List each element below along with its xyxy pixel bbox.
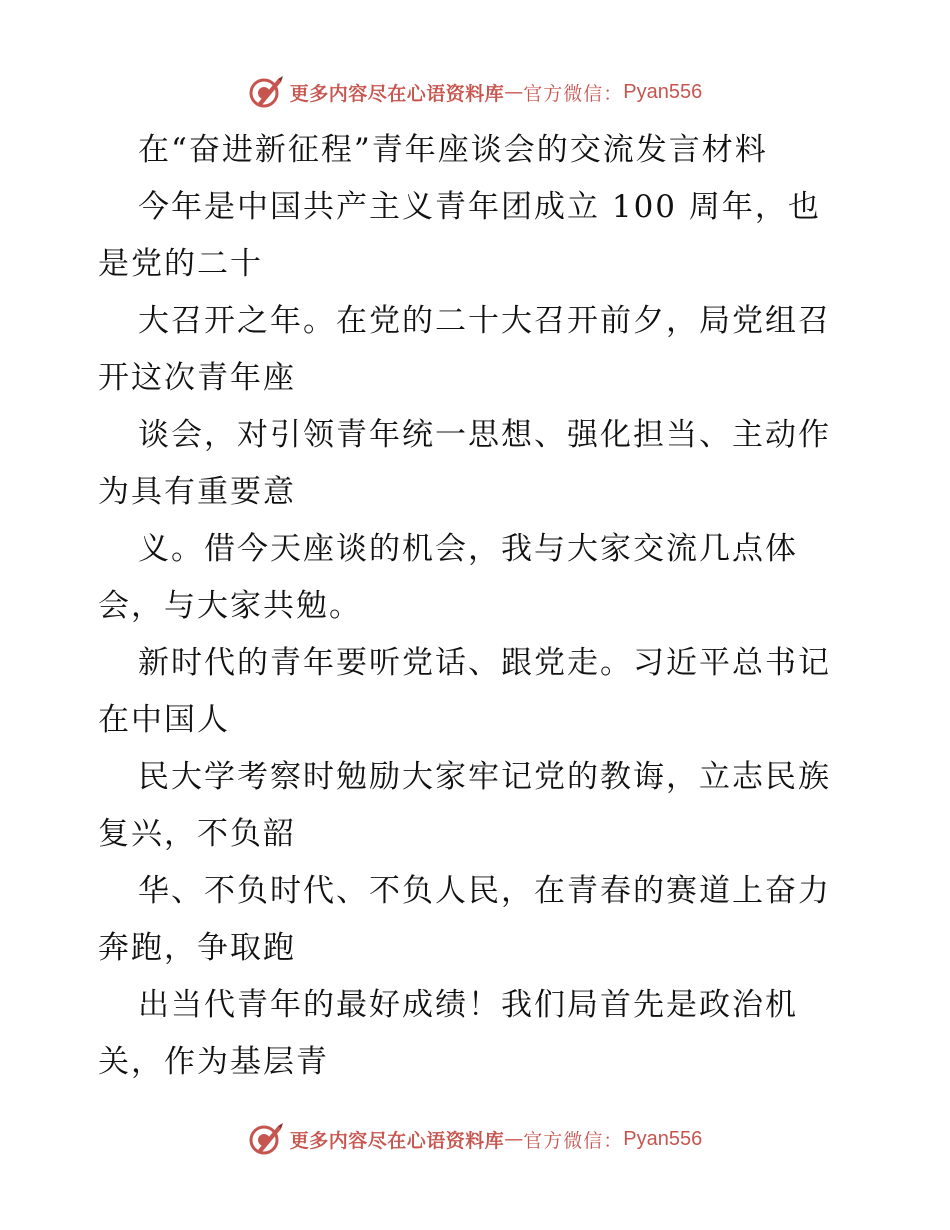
header-wechat-id: Pyan556 [623,80,703,103]
text-line: 大召开之年。在党的二十大召开前夕，局党组召 [138,303,831,339]
document-body [98,122,858,1091]
footer-official-label: 官方微信： [523,1129,624,1152]
text-line: 新时代的青年要听党话、跟党走。习近平总书记 [138,645,831,681]
text-line: 会，与大家共勉。 [98,588,362,624]
text-line: 华、不负时代、不负人民，在青春的赛道上奋力 [138,873,831,909]
text-line: 义。借今天座谈的机会，我与大家交流几点体 [138,531,798,567]
footer-separator: — [504,1128,524,1150]
document-title: 在“奋进新征程”青年座谈会的交流发言材料 [138,132,768,168]
footer-banner [0,1119,950,1159]
text-line: 开这次青年座 [98,360,296,396]
footer-wechat-id: Pyan556 [623,1127,703,1150]
quill-pen-logo-icon [248,75,284,109]
text-line: 为具有重要意 [98,474,296,510]
header-banner [0,72,950,112]
text-line: 民大学考察时勉励大家牢记党的教诲，立志民族 [138,759,831,795]
header-separator: — [504,81,524,103]
text-line: 今年是中国共产主义青年团成立 100 周年，也 [138,189,821,225]
text-line: 关，作为基层青 [98,1044,329,1080]
header-brand-text: 更多内容尽在心语资料库 [289,82,505,105]
footer-brand-text: 更多内容尽在心语资料库 [289,1129,505,1152]
quill-pen-logo-icon [248,1122,284,1156]
text-line: 出当代青年的最好成绩！我们局首先是政治机 [138,987,798,1023]
header-official-label: 官方微信： [523,82,624,105]
text-line: 在中国人 [98,702,230,738]
text-line: 复兴，不负韶 [98,816,296,852]
text-line: 谈会，对引领青年统一思想、强化担当、主动作 [138,417,831,453]
text-line: 是党的二十 [98,246,263,282]
text-line: 奔跑，争取跑 [98,930,296,966]
